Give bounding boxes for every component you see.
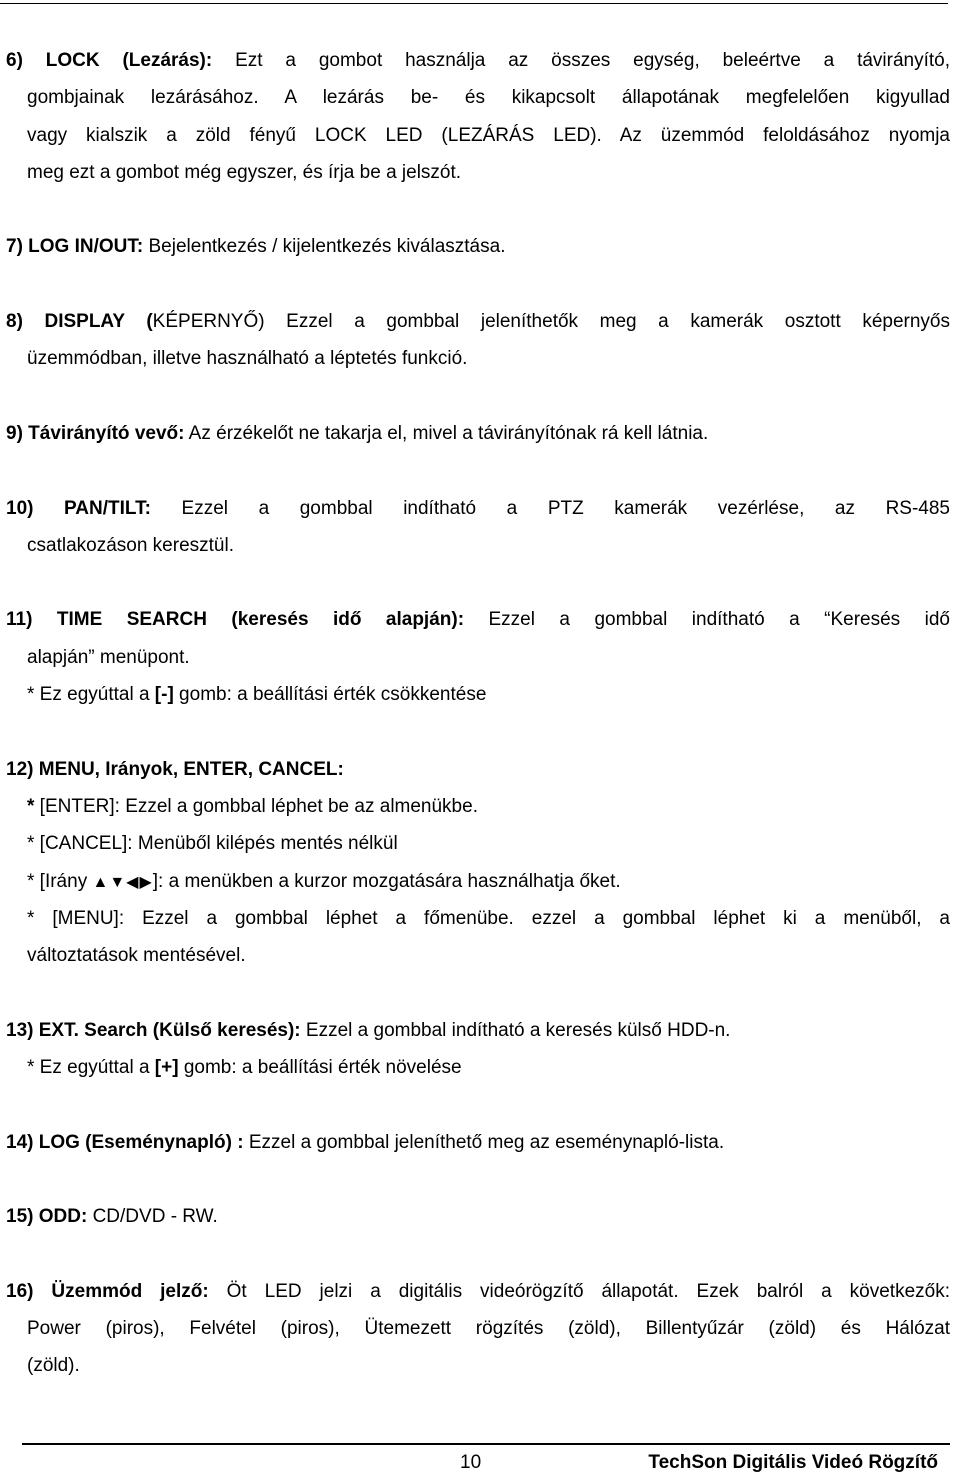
item-16-line-2: Power (piros), Felvétel (piros), Ütemezett rögzítés (zöld), Billentyűzár (zöld) és Hálózat <box>27 1318 950 1340</box>
item-12-cancel: * [CANCEL]: Menüből kilépés mentés nélkül <box>27 833 398 855</box>
minus-key-label: [-] <box>154 684 174 706</box>
item-10-text: Ezzel a gombbal indítható a PTZ kamerák vezérlése, az RS-485 <box>150 497 951 519</box>
item-12-line <box>6 751 950 788</box>
item-7-line <box>6 228 950 265</box>
item-15-line <box>6 1198 950 1235</box>
item-13-note <box>6 1049 950 1086</box>
item-6-line-2: gombjainak lezárásához. A lezárás be- és kikapcsolt állapotának megfelelően kigyullad <box>27 87 950 109</box>
item-8-text: ) Ezzel a gombbal jeleníthetők meg a kamerák osztott képernyős <box>258 311 950 333</box>
item-15-text: CD/DVD - RW. <box>87 1206 218 1228</box>
item-8-heading: 8) DISPLAY ( <box>6 311 153 333</box>
item-6-line-1 <box>6 42 950 79</box>
bullet-star: * <box>27 795 35 817</box>
item-16-line-3: (zöld). <box>27 1355 80 1377</box>
item-8-term: KÉPERNYŐ <box>152 311 259 333</box>
item-14-line <box>6 1124 950 1161</box>
item-11-note-pre: * Ez egyúttal a <box>27 684 155 706</box>
direction-arrows-icon: ▲▼◀▶ <box>92 873 153 891</box>
item-11-line-2: alapján” menüpont. <box>27 646 190 668</box>
item-15-heading: 15) ODD: <box>6 1206 88 1228</box>
item-11-note-post: gomb: a beállítási érték csökkentése <box>173 684 487 706</box>
document-body <box>6 42 950 1385</box>
item-11-line-1 <box>6 601 950 638</box>
item-13-text: Ezzel a gombbal indítható a keresés külső HDD-n. <box>300 1019 731 1041</box>
item-12-enter <box>6 788 950 825</box>
item-13-note-post: gomb: a beállítási érték növelése <box>178 1057 462 1079</box>
item-10-line-2: csatlakozáson keresztül. <box>27 534 234 556</box>
footer-title: TechSon Digitális Videó Rögzítő <box>648 1452 938 1473</box>
item-9-text: Az érzékelőt ne takarja el, mivel a távirányítónak rá kell látnia. <box>184 422 709 444</box>
item-16-text: Öt LED jelzi a digitális videórögzítő állapotát. Ezek balról a következők: <box>208 1280 950 1302</box>
item-11-note <box>6 676 950 713</box>
item-16-line-1 <box>6 1273 950 1310</box>
page-number: 10 <box>460 1452 482 1473</box>
item-8-line-2: üzemmódban, illetve használható a léptetés funkció. <box>27 348 468 370</box>
item-10-heading: 10) PAN/TILT: <box>6 497 151 519</box>
item-9-line <box>6 415 950 452</box>
item-6-line-4: meg ezt a gombot még egyszer, és írja be a jelszót. <box>27 161 462 183</box>
item-6-heading: 6) LOCK (Lezárás): <box>6 50 213 71</box>
item-12-heading: 12) MENU, Irányok, ENTER, CANCEL: <box>6 758 344 780</box>
item-14-text: Ezzel a gombbal jeleníthető meg az eseménynapló-lista. <box>243 1131 725 1153</box>
footer-rule <box>22 1443 950 1445</box>
item-11-text: Ezzel a gombbal indítható a “Keresés idő <box>464 609 950 631</box>
item-8-line-1 <box>6 303 950 340</box>
item-13-note-pre: * Ez egyúttal a <box>27 1057 155 1079</box>
item-9-heading: 9) Távirányító vevő: <box>6 422 185 444</box>
item-7-text: Bejelentkezés / kijelentkezés kiválasztása. <box>143 236 506 258</box>
item-14-heading: 14) LOG (Eseménynapló) : <box>6 1131 244 1153</box>
header-rule <box>0 3 948 4</box>
item-7-heading: 7) LOG IN/OUT: <box>6 236 144 258</box>
item-13-line <box>6 1012 950 1049</box>
item-12-direction-pre: * [Irány <box>27 870 93 892</box>
item-10-line-1 <box>6 490 950 527</box>
item-12-menu: * [MENU]: Ezzel a gombbal léphet a főmenübe. ezzel a gombbal léphet ki a menüből, a <box>27 907 950 929</box>
item-12-direction <box>6 863 950 900</box>
item-12-enter-text: [ENTER]: Ezzel a gombbal léphet be az almenükbe. <box>34 795 478 817</box>
item-13-heading: 13) EXT. Search (Külső keresés): <box>6 1019 301 1041</box>
item-12-menu-line-2: változtatások mentésével. <box>27 945 246 967</box>
item-12-direction-post: ]: a menükben a kurzor mozgatására használhatja őket. <box>152 870 621 892</box>
plus-key-label: [+] <box>154 1057 179 1079</box>
item-6-text: Ezt a gombot használja az összes egység, beleértve a távirányító, <box>212 50 950 71</box>
item-16-heading: 16) Üzemmód jelző: <box>6 1280 209 1302</box>
item-6-line-3: vagy kialszik a zöld fényű LOCK LED (LEZÁRÁS LED). Az üzemmód feloldásához nyomja <box>27 124 950 146</box>
item-11-heading: 11) TIME SEARCH (keresés idő alapján): <box>6 609 465 631</box>
